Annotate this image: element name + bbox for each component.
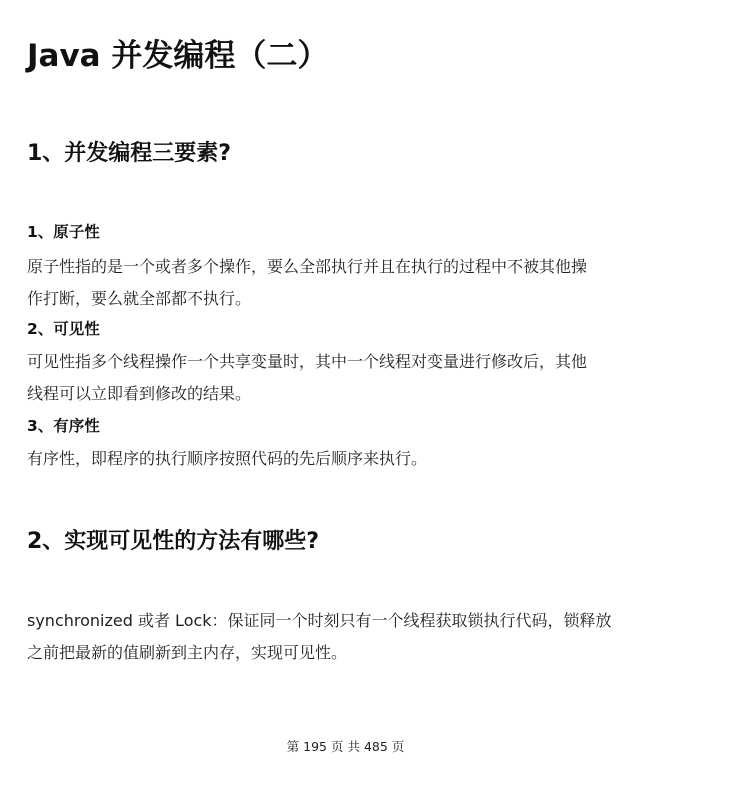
paragraph-atomicity <box>27 251 677 315</box>
subheading-visibility: 2、可见性 <box>27 320 100 338</box>
paragraph-line: synchronized 或者 Lock：保证同一个时刻只有一个线程获取锁执行代码，锁释放 <box>27 611 612 630</box>
document-title: Java 并发编程（二） <box>27 38 329 74</box>
paragraph-visibility <box>27 346 677 410</box>
paragraph-line: 有序性，即程序的执行顺序按照代码的先后顺序来执行。 <box>27 449 428 468</box>
paragraph-line: 作打断，要么就全部都不执行。 <box>27 289 252 308</box>
subheading-ordering: 3、有序性 <box>27 417 100 435</box>
paragraph-visibility-methods <box>27 605 677 669</box>
footer-prefix: 第 <box>286 739 300 754</box>
section-heading-1: 1、并发编程三要素? <box>27 141 232 166</box>
paragraph-line: 之前把最新的值刷新到主内存，实现可见性。 <box>27 643 348 662</box>
footer-suffix: 页 <box>391 739 405 754</box>
footer-current-page: 195 <box>303 739 328 754</box>
paragraph-line: 线程可以立即看到修改的结果。 <box>27 384 252 403</box>
section-heading-2: 2、实现可见性的方法有哪些? <box>27 529 320 554</box>
footer-middle: 页 共 <box>331 739 360 754</box>
paragraph-line: 可见性指多个线程操作一个共享变量时，其中一个线程对变量进行修改后，其他 <box>27 352 588 371</box>
paragraph-ordering <box>27 443 677 475</box>
page-footer <box>0 737 691 757</box>
subheading-atomicity: 1、原子性 <box>27 223 100 241</box>
footer-total-pages: 485 <box>363 739 388 754</box>
paragraph-line: 原子性指的是一个或者多个操作，要么全部执行并且在执行的过程中不被其他操 <box>27 257 588 276</box>
